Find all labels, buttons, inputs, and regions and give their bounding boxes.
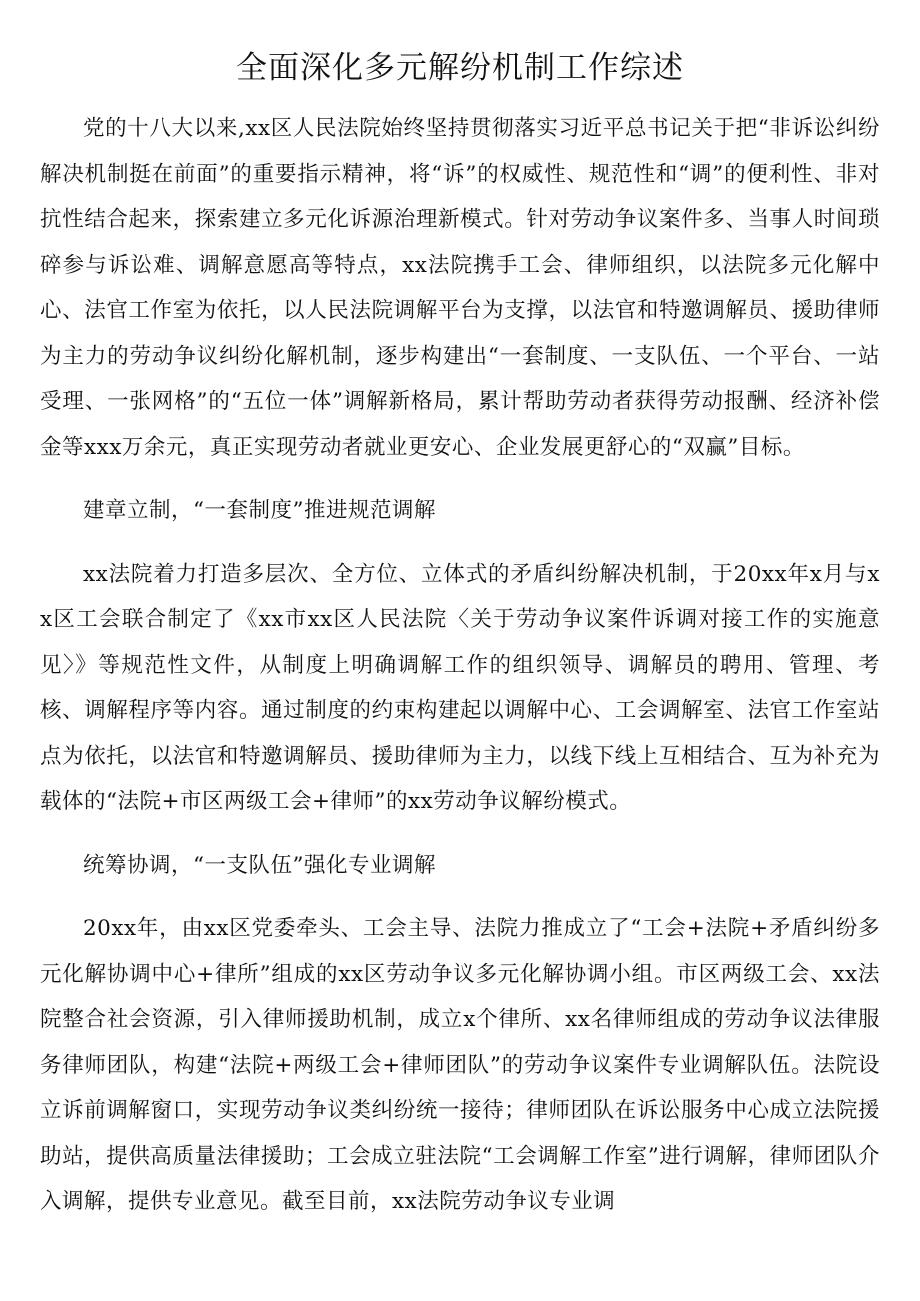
- section-heading-rules: 建章立制，“一套制度”推进规范调解: [83, 498, 436, 523]
- rules-paragraph: xx法院着力打造多层次、全方位、立体式的矛盾纠纷解决机制，于20xx年x月与xx区工会联合制定了《xx市xx区人民法院〈关于劳动争议案件诉调对接工作的实施意见〉》等规范性文件，从制度上明确调解工作的组织领导、调解员的聘用、管理、考核、调解程序等内容。通过制度的约束构建起以调解中心、工会调解室、法官工作室站点为依托，以法官和特邀调解员、援助律师为主力，以线下线上互相结合、互为补充为载体的“法院+市区两级工会+律师”的xx劳动争议解纷模式。: [40, 561, 880, 814]
- team-paragraph: 20xx年，由xx区党委牵头、工会主导、法院力推成立了“工会+法院+矛盾纠纷多元化解协调中心+律所”组成的xx区劳动争议多元化解协调小组。市区两级工会、xx法院整合社会资源，引入律师援助机制，成立x个律所、xx名律师组成的劳动争议法律服务律师团队，构建“法院+两级工会+律师团队”的劳动争议案件专业调解队伍。法院设立诉前调解窗口，实现劳动争议类纠纷统一接待；律师团队在诉讼服务中心成立法院援助站，提供高质量法律援助；工会成立驻法院“工会调解工作室”进行调解，律师团队介入调解，提供专业意见。截至目前，xx法院劳动争议专业调: [40, 916, 880, 1214]
- document-body: [40, 106, 880, 1225]
- section-heading-team: 统筹协调，“一支队伍”强化专业调解: [83, 852, 436, 878]
- intro-paragraph: 党的十八大以来,xx区人民法院始终坚持贯彻落实习近平总书记关于把“非诉讼纠纷解决机制挺在前面”的重要指示精神，将“诉”的权威性、规范性和“调”的便利性、非对抗性结合起来，探索建立多元化诉源治理新模式。针对劳动争议案件多、当事人时间琐碎参与诉讼难、调解意愿高等特点，xx法院携手工会、律师组织，以法院多元化解中心、法官工作室为依托，以人民法院调解平台为支撑，以法官和特邀调解员、援助律师为主力的劳动争议纠纷化解机制，逐步构建出“一套制度、一支队伍、一个平台、一站受理、一张网格”的“五位一体”调解新格局，累计帮助劳动者获得劳动报酬、经济补偿金等xxx万余元，真正实现劳动者就业更安心、企业发展更舒心的“双赢”目标。: [40, 116, 880, 460]
- document-title: 全面深化多元解纷机制工作综述: [236, 50, 684, 86]
